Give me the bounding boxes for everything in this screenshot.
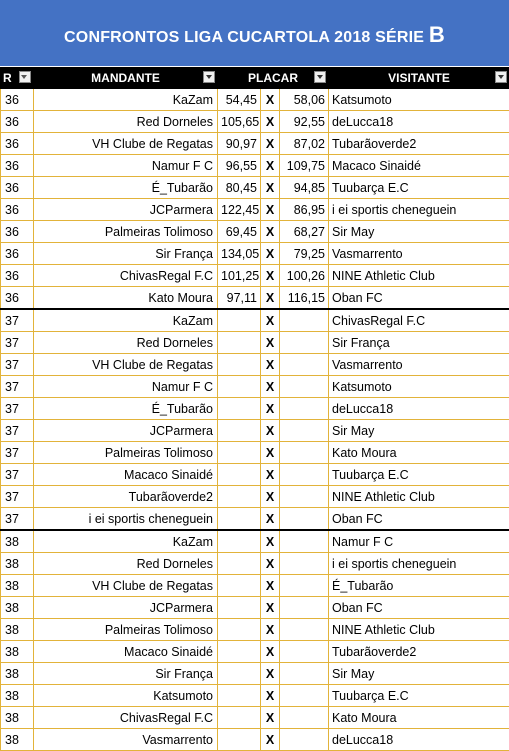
home-score-cell[interactable] [218, 309, 261, 332]
home-team-cell[interactable]: Macaco Sinaidé [34, 464, 218, 486]
home-score-cell[interactable] [218, 530, 261, 553]
home-team-cell[interactable]: Red Dorneles [34, 332, 218, 354]
versus-cell[interactable]: X [261, 287, 280, 310]
filter-dropdown-icon[interactable] [203, 71, 215, 83]
home-team-cell[interactable]: ChivasRegal F.C [34, 265, 218, 287]
home-team-cell[interactable]: Katsumoto [34, 685, 218, 707]
filter-dropdown-icon[interactable] [495, 71, 507, 83]
away-score-cell[interactable] [280, 332, 329, 354]
versus-cell[interactable]: X [261, 376, 280, 398]
away-team-cell[interactable]: deLucca18 [329, 398, 509, 420]
rodada-cell[interactable]: 38 [1, 575, 34, 597]
versus-cell[interactable]: X [261, 486, 280, 508]
home-team-cell[interactable]: i ei sportis cheneguein [34, 508, 218, 531]
rodada-cell[interactable]: 36 [1, 89, 34, 111]
table-row [1, 243, 509, 265]
table-row [1, 89, 509, 111]
table-row [1, 155, 509, 177]
versus-cell[interactable]: X [261, 729, 280, 751]
away-team-cell[interactable]: Tuubarça E.C [329, 464, 509, 486]
versus-cell[interactable]: X [261, 309, 280, 332]
table-row [1, 575, 509, 597]
versus-cell[interactable]: X [261, 155, 280, 177]
away-team-cell[interactable]: NINE Athletic Club [329, 619, 509, 641]
away-score-cell[interactable]: 68,27 [280, 221, 329, 243]
versus-cell[interactable]: X [261, 177, 280, 199]
title-banner [0, 0, 509, 66]
away-team-cell[interactable]: Vasmarrento [329, 354, 509, 376]
away-team-cell[interactable]: NINE Athletic Club [329, 265, 509, 287]
away-score-cell[interactable] [280, 530, 329, 553]
table-row [1, 199, 509, 221]
rodada-cell[interactable]: 37 [1, 464, 34, 486]
home-team-cell[interactable]: JCParmera [34, 420, 218, 442]
table-row [1, 221, 509, 243]
rodada-cell[interactable]: 38 [1, 619, 34, 641]
rodada-cell[interactable]: 36 [1, 155, 34, 177]
away-score-cell[interactable]: 116,15 [280, 287, 329, 310]
home-team-cell[interactable]: ChivasRegal F.C [34, 707, 218, 729]
table-row [1, 287, 509, 310]
rodada-cell[interactable]: 38 [1, 685, 34, 707]
versus-cell[interactable]: X [261, 530, 280, 553]
versus-cell[interactable]: X [261, 243, 280, 265]
away-score-cell[interactable]: 58,06 [280, 89, 329, 111]
rodada-cell[interactable]: 36 [1, 199, 34, 221]
filter-dropdown-icon[interactable] [314, 71, 326, 83]
home-team-cell[interactable]: É_Tubarão [34, 177, 218, 199]
versus-cell[interactable]: X [261, 354, 280, 376]
away-team-cell[interactable]: Kato Moura [329, 707, 509, 729]
home-score-cell[interactable] [218, 442, 261, 464]
header-visitante[interactable] [329, 68, 509, 89]
rodada-cell[interactable]: 37 [1, 332, 34, 354]
table-row [1, 376, 509, 398]
home-score-cell[interactable] [218, 707, 261, 729]
away-score-cell[interactable] [280, 398, 329, 420]
rodada-cell[interactable]: 37 [1, 508, 34, 531]
versus-cell[interactable]: X [261, 663, 280, 685]
away-team-cell[interactable]: Sir May [329, 221, 509, 243]
away-score-cell[interactable]: 87,02 [280, 133, 329, 155]
rodada-cell[interactable]: 36 [1, 287, 34, 310]
home-team-cell[interactable]: Palmeiras Tolimoso [34, 442, 218, 464]
away-team-cell[interactable]: NINE Athletic Club [329, 486, 509, 508]
versus-cell[interactable]: X [261, 398, 280, 420]
table-row [1, 133, 509, 155]
home-team-cell[interactable]: VH Clube de Regatas [34, 575, 218, 597]
home-team-cell[interactable]: Sir França [34, 663, 218, 685]
rodada-cell[interactable]: 36 [1, 177, 34, 199]
home-score-cell[interactable]: 97,11 [218, 287, 261, 310]
versus-cell[interactable]: X [261, 442, 280, 464]
home-score-cell[interactable]: 69,45 [218, 221, 261, 243]
rodada-cell[interactable]: 37 [1, 486, 34, 508]
home-team-cell[interactable]: Red Dorneles [34, 553, 218, 575]
versus-cell[interactable]: X [261, 597, 280, 619]
rodada-cell[interactable]: 38 [1, 641, 34, 663]
away-score-cell[interactable]: 100,26 [280, 265, 329, 287]
versus-cell[interactable]: X [261, 619, 280, 641]
table-row [1, 486, 509, 508]
versus-cell[interactable]: X [261, 553, 280, 575]
home-team-cell[interactable]: KaZam [34, 530, 218, 553]
header-mandante[interactable] [34, 68, 218, 89]
away-team-cell[interactable]: Oban FC [329, 287, 509, 310]
rodada-cell[interactable]: 38 [1, 663, 34, 685]
home-team-cell[interactable]: KaZam [34, 309, 218, 332]
home-score-cell[interactable] [218, 332, 261, 354]
rodada-cell[interactable]: 38 [1, 707, 34, 729]
header-placar-label: PLACAR [248, 71, 298, 85]
away-team-cell[interactable]: Sir May [329, 663, 509, 685]
away-team-cell[interactable]: ChivasRegal F.C [329, 309, 509, 332]
header-row [1, 68, 509, 89]
rodada-cell[interactable]: 38 [1, 597, 34, 619]
home-score-cell[interactable] [218, 398, 261, 420]
header-rodada-label: R [3, 71, 12, 85]
versus-cell[interactable]: X [261, 508, 280, 531]
home-team-cell[interactable]: Palmeiras Tolimoso [34, 619, 218, 641]
table-row [1, 354, 509, 376]
away-score-cell[interactable] [280, 597, 329, 619]
table-row [1, 685, 509, 707]
rodada-cell[interactable]: 38 [1, 553, 34, 575]
home-score-cell[interactable] [218, 553, 261, 575]
away-score-cell[interactable] [280, 442, 329, 464]
versus-cell[interactable]: X [261, 199, 280, 221]
away-team-cell[interactable]: Tuubarça E.C [329, 177, 509, 199]
versus-cell[interactable]: X [261, 221, 280, 243]
versus-cell[interactable]: X [261, 265, 280, 287]
home-team-cell[interactable]: Tubarãoverde2 [34, 486, 218, 508]
table-row [1, 597, 509, 619]
home-score-cell[interactable] [218, 597, 261, 619]
title-series: B [429, 22, 445, 47]
away-team-cell[interactable]: Namur F C [329, 530, 509, 553]
away-team-cell[interactable]: Kato Moura [329, 442, 509, 464]
away-score-cell[interactable] [280, 553, 329, 575]
table-row [1, 707, 509, 729]
away-team-cell[interactable]: deLucca18 [329, 111, 509, 133]
versus-cell[interactable]: X [261, 332, 280, 354]
home-team-cell[interactable]: Kato Moura [34, 287, 218, 310]
rodada-cell[interactable]: 37 [1, 354, 34, 376]
versus-cell[interactable]: X [261, 133, 280, 155]
away-score-cell[interactable]: 109,75 [280, 155, 329, 177]
rodada-cell[interactable]: 37 [1, 309, 34, 332]
title-text: CONFRONTOS LIGA CUCARTOLA 2018 SÉRIE [64, 29, 424, 46]
home-team-cell[interactable]: KaZam [34, 89, 218, 111]
home-team-cell[interactable]: É_Tubarão [34, 398, 218, 420]
home-team-cell[interactable]: JCParmera [34, 597, 218, 619]
fixtures-table [0, 67, 509, 751]
away-team-cell[interactable]: Tubarãoverde2 [329, 641, 509, 663]
away-score-cell[interactable]: 79,25 [280, 243, 329, 265]
away-team-cell[interactable]: Oban FC [329, 597, 509, 619]
away-score-cell[interactable] [280, 376, 329, 398]
away-score-cell[interactable] [280, 354, 329, 376]
home-score-cell[interactable] [218, 354, 261, 376]
table-row [1, 177, 509, 199]
rodada-cell[interactable]: 36 [1, 221, 34, 243]
rodada-cell[interactable]: 38 [1, 530, 34, 553]
away-score-cell[interactable] [280, 641, 329, 663]
table-row [1, 420, 509, 442]
home-score-cell[interactable] [218, 508, 261, 531]
away-score-cell[interactable] [280, 729, 329, 751]
header-mandante-label: MANDANTE [91, 71, 160, 85]
home-team-cell[interactable]: Red Dorneles [34, 111, 218, 133]
home-score-cell[interactable]: 90,97 [218, 133, 261, 155]
away-team-cell[interactable]: Oban FC [329, 508, 509, 531]
table-row [1, 442, 509, 464]
away-score-cell[interactable] [280, 508, 329, 531]
rodada-cell[interactable]: 36 [1, 133, 34, 155]
page-title [0, 22, 509, 48]
versus-cell[interactable]: X [261, 89, 280, 111]
table-row [1, 619, 509, 641]
table-row [1, 265, 509, 287]
table-row [1, 464, 509, 486]
away-team-cell[interactable]: É_Tubarão [329, 575, 509, 597]
table-row [1, 332, 509, 354]
home-score-cell[interactable]: 134,05 [218, 243, 261, 265]
away-team-cell[interactable]: Tubarãoverde2 [329, 133, 509, 155]
away-score-cell[interactable] [280, 464, 329, 486]
versus-cell[interactable]: X [261, 575, 280, 597]
home-score-cell[interactable]: 101,25 [218, 265, 261, 287]
away-team-cell[interactable]: Macaco Sinaidé [329, 155, 509, 177]
header-placar[interactable] [218, 68, 329, 89]
home-score-cell[interactable]: 122,45 [218, 199, 261, 221]
home-score-cell[interactable] [218, 464, 261, 486]
away-team-cell[interactable]: Katsumoto [329, 376, 509, 398]
away-score-cell[interactable] [280, 663, 329, 685]
home-score-cell[interactable] [218, 685, 261, 707]
away-score-cell[interactable] [280, 707, 329, 729]
versus-cell[interactable]: X [261, 685, 280, 707]
home-team-cell[interactable]: Macaco Sinaidé [34, 641, 218, 663]
rodada-cell[interactable]: 36 [1, 265, 34, 287]
home-score-cell[interactable] [218, 376, 261, 398]
header-rodada[interactable] [1, 68, 34, 89]
away-score-cell[interactable]: 94,85 [280, 177, 329, 199]
away-team-cell[interactable]: Katsumoto [329, 89, 509, 111]
table-row [1, 530, 509, 553]
rodada-cell[interactable]: 37 [1, 442, 34, 464]
away-score-cell[interactable] [280, 309, 329, 332]
home-team-cell[interactable]: Vasmarrento [34, 729, 218, 751]
home-score-cell[interactable] [218, 663, 261, 685]
home-score-cell[interactable] [218, 729, 261, 751]
away-team-cell[interactable]: i ei sportis cheneguein [329, 553, 509, 575]
away-score-cell[interactable]: 86,95 [280, 199, 329, 221]
rodada-cell[interactable]: 37 [1, 420, 34, 442]
away-score-cell[interactable] [280, 575, 329, 597]
home-team-cell[interactable]: JCParmera [34, 199, 218, 221]
away-team-cell[interactable]: Tuubarça E.C [329, 685, 509, 707]
away-team-cell[interactable]: Sir França [329, 332, 509, 354]
home-team-cell[interactable]: Namur F C [34, 155, 218, 177]
table-row [1, 663, 509, 685]
home-score-cell[interactable]: 54,45 [218, 89, 261, 111]
table-row [1, 309, 509, 332]
versus-cell[interactable]: X [261, 464, 280, 486]
versus-cell[interactable]: X [261, 641, 280, 663]
away-score-cell[interactable] [280, 685, 329, 707]
away-score-cell[interactable]: 92,55 [280, 111, 329, 133]
away-team-cell[interactable]: i ei sportis cheneguein [329, 199, 509, 221]
table-row [1, 111, 509, 133]
home-score-cell[interactable] [218, 619, 261, 641]
home-score-cell[interactable] [218, 486, 261, 508]
away-score-cell[interactable] [280, 420, 329, 442]
home-score-cell[interactable]: 96,55 [218, 155, 261, 177]
rodada-cell[interactable]: 37 [1, 398, 34, 420]
rodada-cell[interactable]: 38 [1, 729, 34, 751]
home-score-cell[interactable] [218, 420, 261, 442]
filter-active-icon[interactable] [19, 71, 31, 83]
home-score-cell[interactable]: 80,45 [218, 177, 261, 199]
rodada-cell[interactable]: 36 [1, 111, 34, 133]
table-row [1, 553, 509, 575]
away-team-cell[interactable]: Sir May [329, 420, 509, 442]
versus-cell[interactable]: X [261, 420, 280, 442]
rodada-cell[interactable]: 36 [1, 243, 34, 265]
header-visitante-label: VISITANTE [388, 71, 450, 85]
versus-cell[interactable]: X [261, 111, 280, 133]
table-row [1, 398, 509, 420]
home-team-cell[interactable]: Sir França [34, 243, 218, 265]
home-team-cell[interactable]: Palmeiras Tolimoso [34, 221, 218, 243]
away-score-cell[interactable] [280, 486, 329, 508]
home-score-cell[interactable]: 105,65 [218, 111, 261, 133]
table-row [1, 729, 509, 751]
away-team-cell[interactable]: Vasmarrento [329, 243, 509, 265]
table-row [1, 641, 509, 663]
table-row [1, 508, 509, 531]
away-team-cell[interactable]: deLucca18 [329, 729, 509, 751]
home-team-cell[interactable]: Namur F C [34, 376, 218, 398]
rodada-cell[interactable]: 37 [1, 376, 34, 398]
home-team-cell[interactable]: VH Clube de Regatas [34, 354, 218, 376]
home-score-cell[interactable] [218, 575, 261, 597]
home-team-cell[interactable]: VH Clube de Regatas [34, 133, 218, 155]
away-score-cell[interactable] [280, 619, 329, 641]
home-score-cell[interactable] [218, 641, 261, 663]
versus-cell[interactable]: X [261, 707, 280, 729]
